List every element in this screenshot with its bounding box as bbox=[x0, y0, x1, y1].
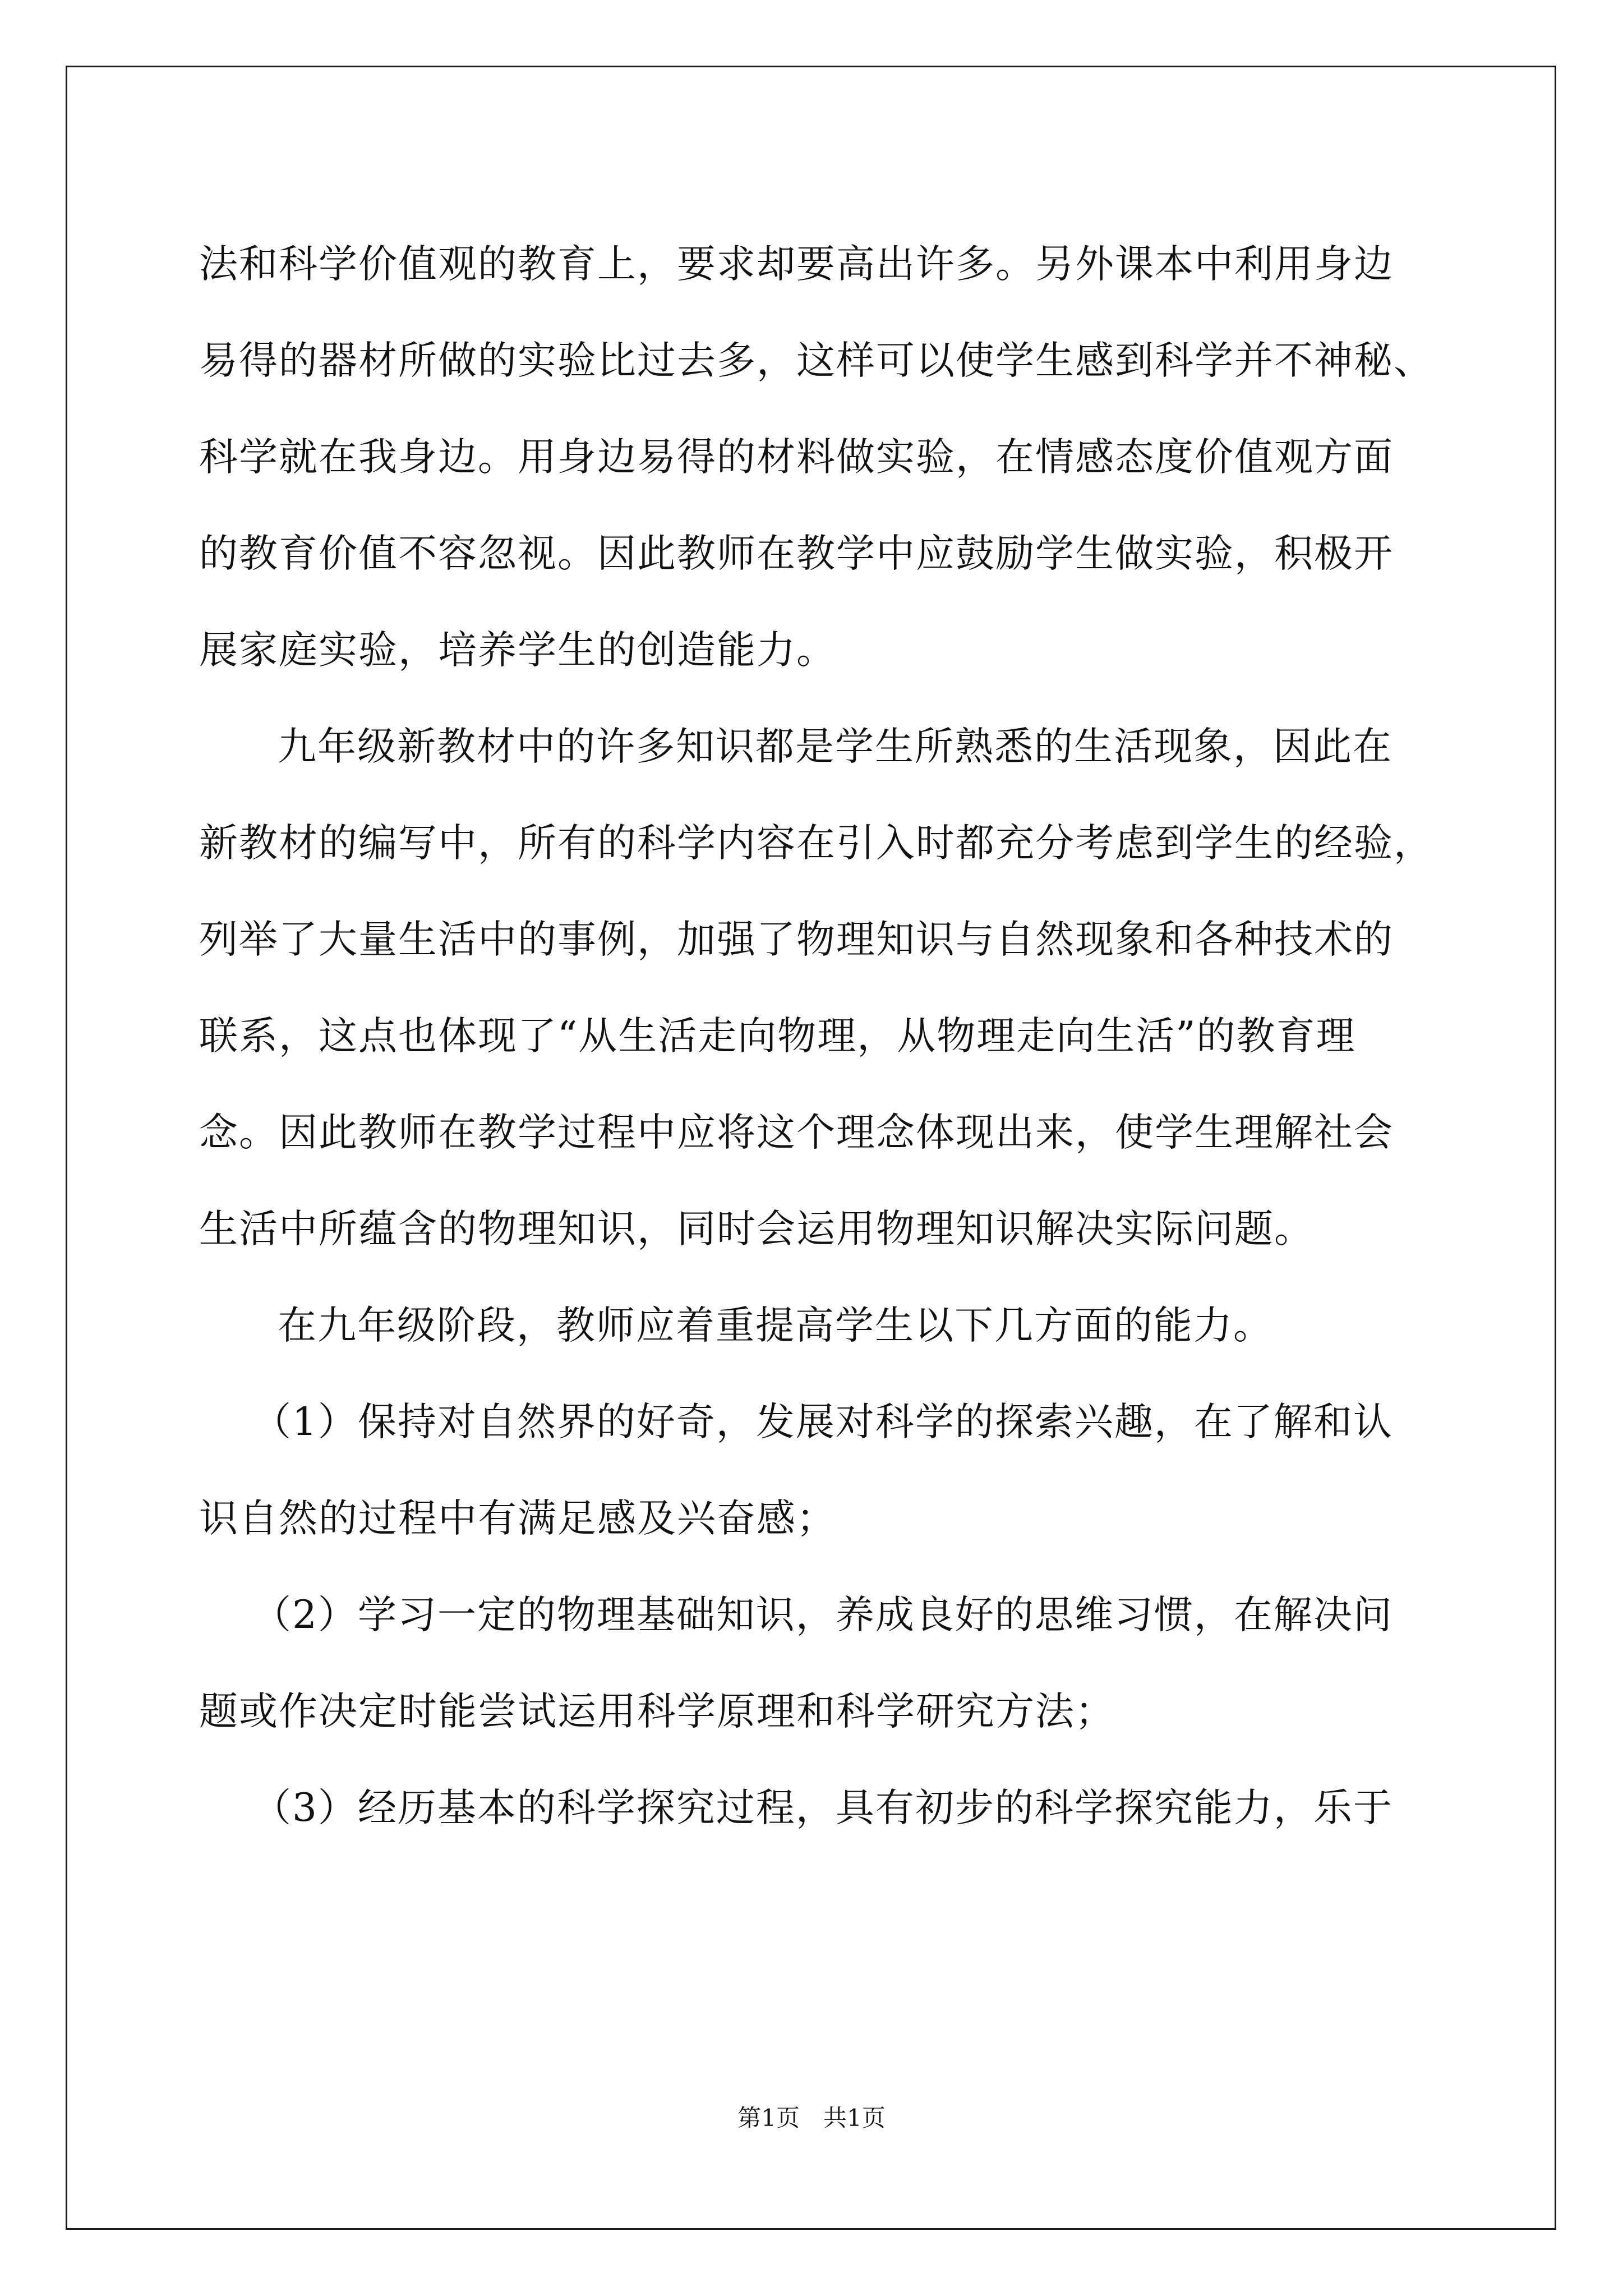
text-line: 生活中所蕴含的物理知识，同时会运用物理知识解决实际问题。 bbox=[199, 1207, 1314, 1251]
text-line: 题或作决定时能尝试运用科学原理和科学研究方法； bbox=[199, 1689, 1115, 1734]
text-line: 的教育价值不容忽视。因此教师在教学中应鼓励学生做实验，积极开 bbox=[199, 531, 1394, 576]
text-line: 展家庭实验，培养学生的创造能力。 bbox=[199, 628, 836, 673]
document-body bbox=[199, 216, 1436, 1856]
text-line: 识自然的过程中有满足感及兴奋感； bbox=[199, 1496, 836, 1541]
list-item-first-line: （3）经历基本的科学探究过程，具有初步的科学探究能力，乐于 bbox=[252, 1786, 1393, 1830]
page-number-footer: 第1页 共1页 bbox=[737, 2104, 886, 2132]
text-line: 联系，这点也体现了“从生活走向物理，从物理走向生活”的教育理 bbox=[199, 1014, 1356, 1059]
list-item-first-line: （2）学习一定的物理基础知识，养成良好的思维习惯，在解决问 bbox=[252, 1593, 1393, 1637]
text-line: 法和科学价值观的教育上，要求却要高出许多。另外课本中利用身边 bbox=[199, 242, 1394, 287]
paragraph-first-line: 九年级新教材中的许多知识都是学生所熟悉的生活现象，因此在 bbox=[278, 724, 1393, 769]
text-line: 列举了大量生活中的事例，加强了物理知识与自然现象和各种技术的 bbox=[199, 917, 1394, 962]
text-line: 新教材的编写中，所有的科学内容在引入时都充分考虑到学生的经验， bbox=[199, 821, 1433, 866]
text-line: 念。因此教师在教学过程中应将这个理念体现出来，使学生理解社会 bbox=[199, 1110, 1394, 1155]
text-line: 科学就在我身边。用身边易得的材料做实验，在情感态度价值观方面 bbox=[199, 435, 1394, 480]
paragraph-first-line: 在九年级阶段，教师应着重提高学生以下几方面的能力。 bbox=[278, 1303, 1273, 1348]
list-item-first-line: （1）保持对自然界的好奇，发展对科学的探索兴趣，在了解和认 bbox=[252, 1400, 1393, 1444]
text-line: 易得的器材所做的实验比过去多，这样可以使学生感到科学并不神秘、 bbox=[199, 338, 1433, 383]
